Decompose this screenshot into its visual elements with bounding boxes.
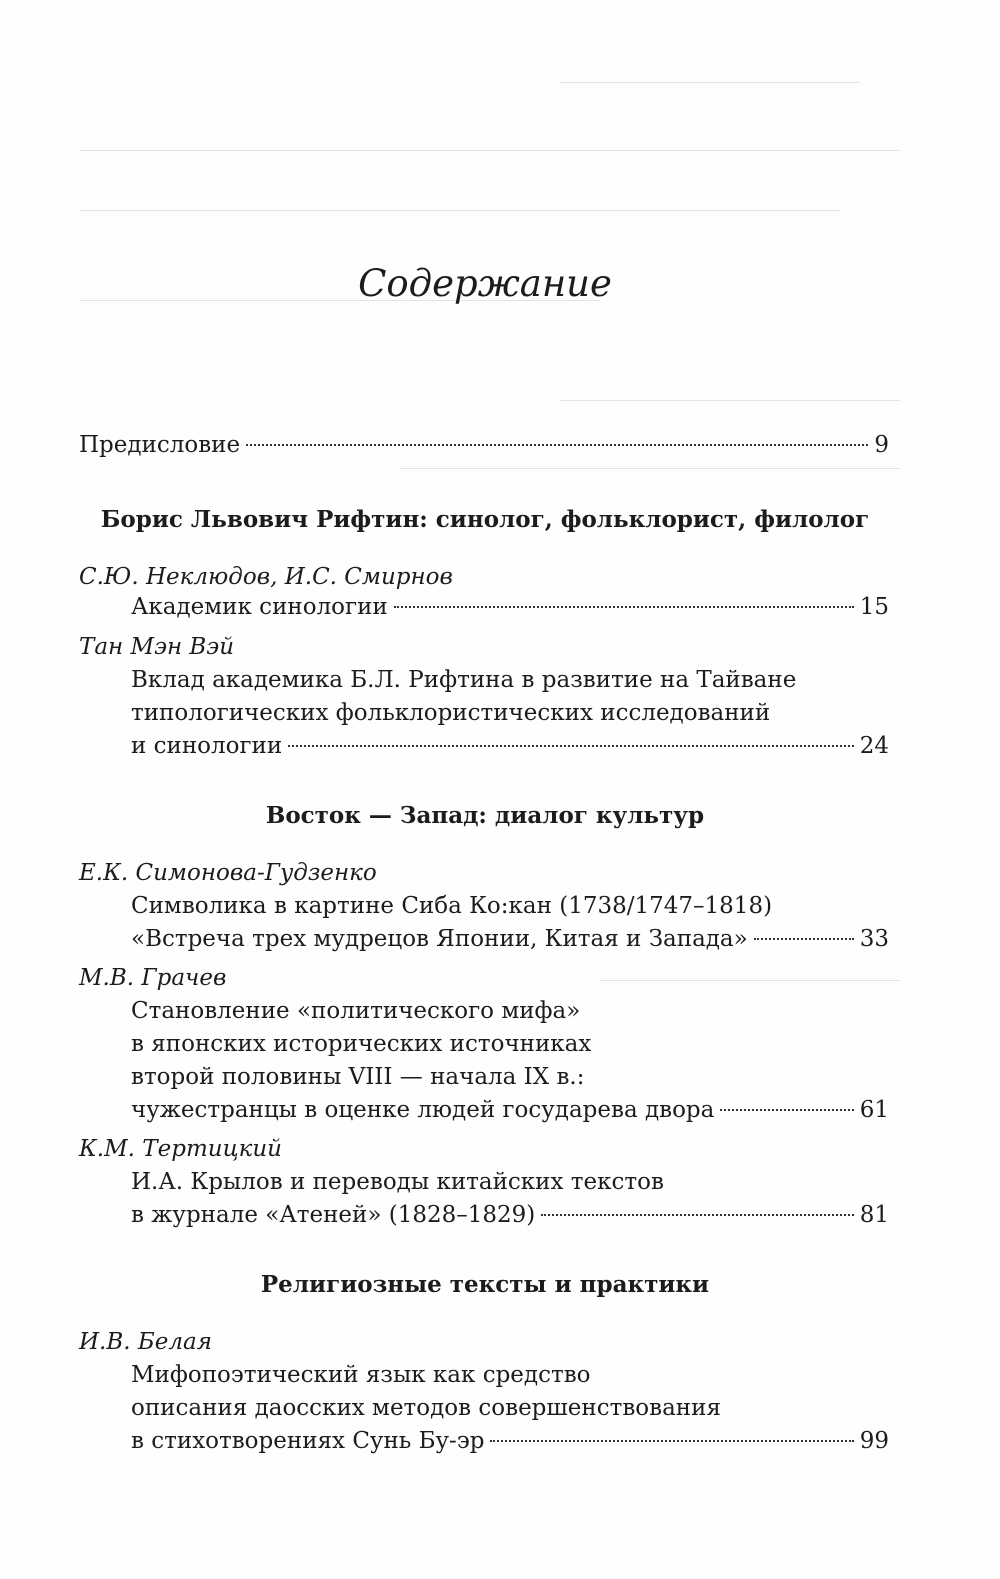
entry-author: Тан Мэн Вэй [79, 634, 235, 660]
entry-author: Е.К. Симонова-Гудзенко [79, 860, 377, 886]
dot-leader [541, 1214, 853, 1216]
toc-entry[interactable] [131, 592, 889, 622]
section-heading: Религиозные тексты и практики [260, 1271, 710, 1298]
toc-entry-preface[interactable] [79, 430, 889, 460]
entry-title-line: Вклад академика Б.Л. Рифтина в развитие на Тайване [131, 667, 797, 693]
dot-leader [288, 745, 854, 747]
entry-title-line: Символика в картине Сиба Ко:кан (1738/1747–1818) [131, 893, 773, 919]
toc-entry-label: Академик синологии [131, 594, 388, 620]
toc-entry-label: в стихотворениях Сунь Бу-эр [131, 1428, 485, 1454]
dot-leader [720, 1109, 853, 1111]
dot-leader [394, 606, 854, 608]
page-number: 15 [859, 594, 889, 620]
toc-entry[interactable] [131, 1426, 889, 1456]
toc-entry-label: в журнале «Атеней» (1828–1829) [131, 1202, 536, 1228]
entry-title-line: типологических фольклористических исследований [131, 700, 771, 726]
toc-entry-label: и синологии [131, 733, 283, 759]
page-number: 81 [859, 1202, 889, 1228]
entry-author: С.Ю. Неклюдов, И.С. Смирнов [79, 564, 453, 590]
entry-title-line: в японских исторических источниках [131, 1031, 592, 1057]
toc-entry-label: «Встреча трех мудрецов Японии, Китая и Запада» [131, 926, 748, 952]
page-number: 9 [874, 432, 889, 458]
entry-title-line: Мифопоэтический язык как средство [131, 1362, 591, 1388]
entry-title-line: второй половины VIII — начала IX в.: [131, 1064, 585, 1090]
page-title: Содержание [358, 262, 612, 305]
page-number: 24 [859, 733, 889, 759]
dot-leader [246, 444, 868, 446]
toc-entry[interactable] [131, 1200, 889, 1230]
entry-title-line: описания даосских методов совершенствования [131, 1395, 721, 1421]
page-number: 61 [859, 1097, 889, 1123]
entry-author: М.В. Грачев [79, 965, 227, 991]
section-heading: Восток — Запад: диалог культур [265, 802, 705, 829]
dot-leader [490, 1440, 853, 1442]
toc-entry[interactable] [131, 1095, 889, 1125]
entry-author: К.М. Тертицкий [79, 1136, 282, 1162]
toc-entry-label: чужестранцы в оценке людей государева двора [131, 1097, 715, 1123]
toc-entry[interactable] [131, 731, 889, 761]
toc-entry[interactable] [131, 924, 889, 954]
entry-title-line: Становление «политического мифа» [131, 998, 581, 1024]
dot-leader [754, 938, 854, 940]
toc-entry-label: Предисловие [79, 432, 241, 458]
page-number: 99 [859, 1428, 889, 1454]
page-number: 33 [859, 926, 889, 952]
entry-title-line: И.А. Крылов и переводы китайских текстов [131, 1169, 664, 1195]
entry-author: И.В. Белая [79, 1329, 212, 1355]
section-heading: Борис Львович Рифтин: синолог, фольклорист, филолог [100, 506, 870, 533]
